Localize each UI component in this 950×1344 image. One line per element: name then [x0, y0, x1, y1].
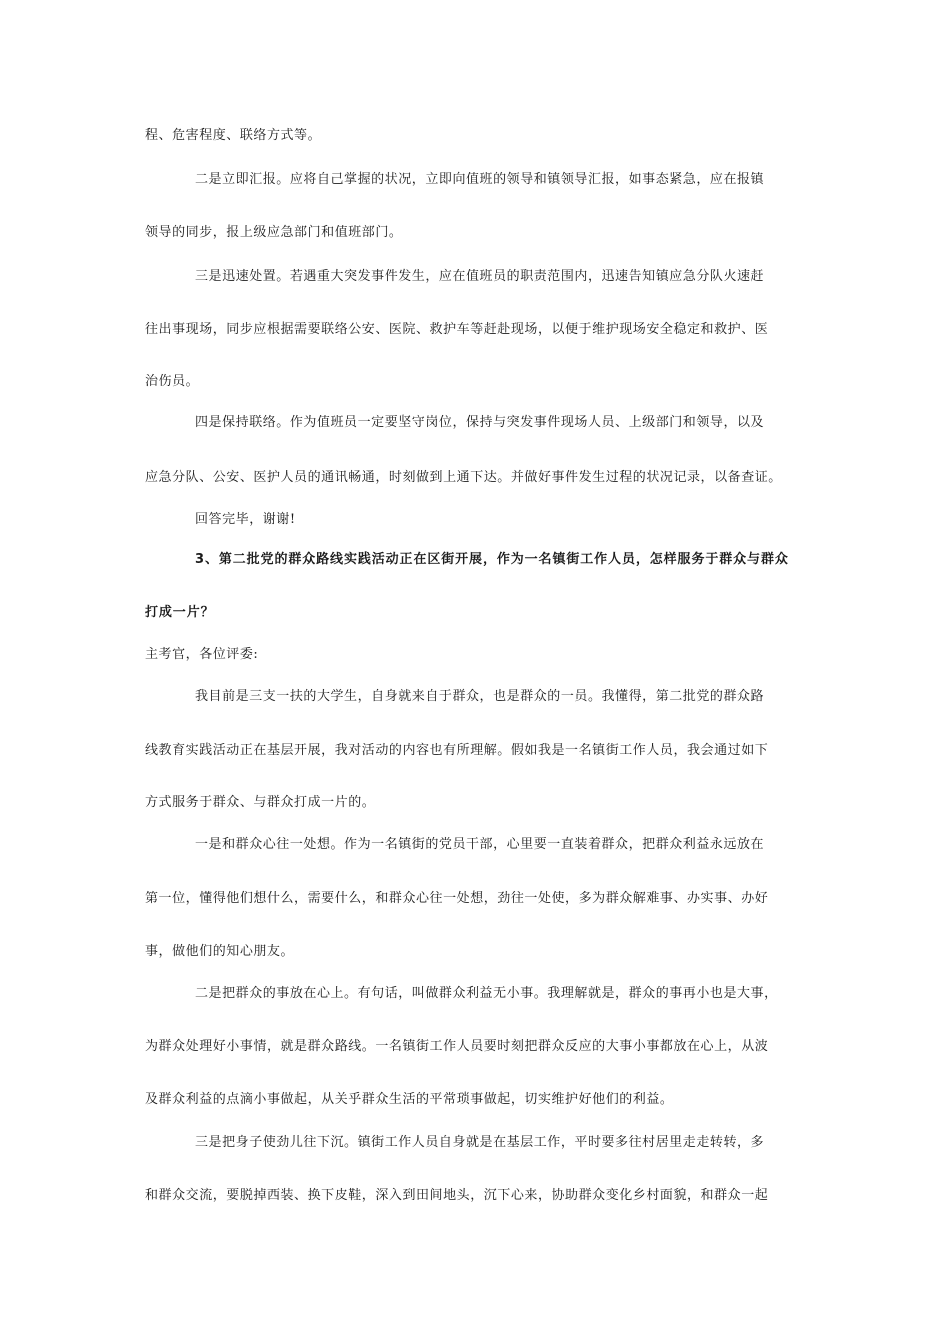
- text-line: 线教育实践活动正在基层开展，我对活动的内容也有所理解。假如我是一名镇街工作人员，我会通过如下: [145, 743, 769, 758]
- text-line: 我目前是三支一扶的大学生，自身就来自于群众，也是群众的一员。我懂得，第二批党的群众路: [195, 689, 765, 704]
- text-line: 一是和群众心往一处想。作为一名镇街的党员干部，心里要一直装着群众，把群众利益永远放在: [195, 837, 765, 852]
- text-line: 三是把身子使劲儿往下沉。镇街工作人员自身就是在基层工作，平时要多往村居里走走转转，多: [195, 1135, 765, 1150]
- text-line: 二是立即汇报。应将自己掌握的状况，立即向值班的领导和镇领导汇报，如事态紧急，应在报镇: [195, 172, 765, 187]
- text-line: 和群众交流，要脱掉西装、换下皮鞋，深入到田间地头，沉下心来，协助群众变化乡村面貌，和群众一起: [145, 1188, 769, 1203]
- text-line: 为群众处理好小事情，就是群众路线。一名镇街工作人员要时刻把群众反应的大事小事都放在心上，从波: [145, 1039, 769, 1054]
- text-line: 二是把群众的事放在心上。有句话，叫做群众利益无小事。我理解就是，群众的事再小也是大事，: [195, 986, 778, 1001]
- text-line: 事，做他们的知心朋友。: [145, 944, 295, 959]
- text-line: 第一位，懂得他们想什么，需要什么，和群众心往一处想，劲往一处使，多为群众解难事、办实事、办好: [145, 891, 769, 906]
- text-line: 领导的同步，报上级应急部门和值班部门。: [145, 225, 403, 240]
- text-line: 程、危害程度、联络方式等。: [145, 128, 322, 143]
- text-line: 治伤员。: [145, 374, 200, 389]
- text-line: 往出事现场，同步应根据需要联络公安、医院、救护车等赶赴现场，以便于维护现场安全稳定和救护、医: [145, 322, 769, 337]
- text-line: 应急分队、公安、医护人员的通讯畅通，时刻做到上通下达。并做好事件发生过程的状况记录，以备查证。: [145, 470, 782, 485]
- text-line: 回答完毕，谢谢!: [195, 512, 296, 527]
- salutation: 主考官，各位评委:: [145, 647, 259, 662]
- text-line: 四是保持联络。作为值班员一定要坚守岗位，保持与突发事件现场人员、上级部门和领导，以及: [195, 415, 765, 430]
- text-line: 方式服务于群众、与群众打成一片的。: [145, 795, 376, 810]
- question-heading: 打成一片？: [145, 605, 215, 620]
- text-line: 三是迅速处置。若遇重大突发事件发生，应在值班员的职责范围内，迅速告知镇应急分队火速赶: [195, 269, 765, 284]
- text-line: 及群众利益的点滴小事做起，从关乎群众生活的平常琐事做起，切实维护好他们的利益。: [145, 1092, 674, 1107]
- question-heading: 3、第二批党的群众路线实践活动正在区街开展，作为一名镇街工作人员，怎样服务于群众与群众: [195, 552, 789, 567]
